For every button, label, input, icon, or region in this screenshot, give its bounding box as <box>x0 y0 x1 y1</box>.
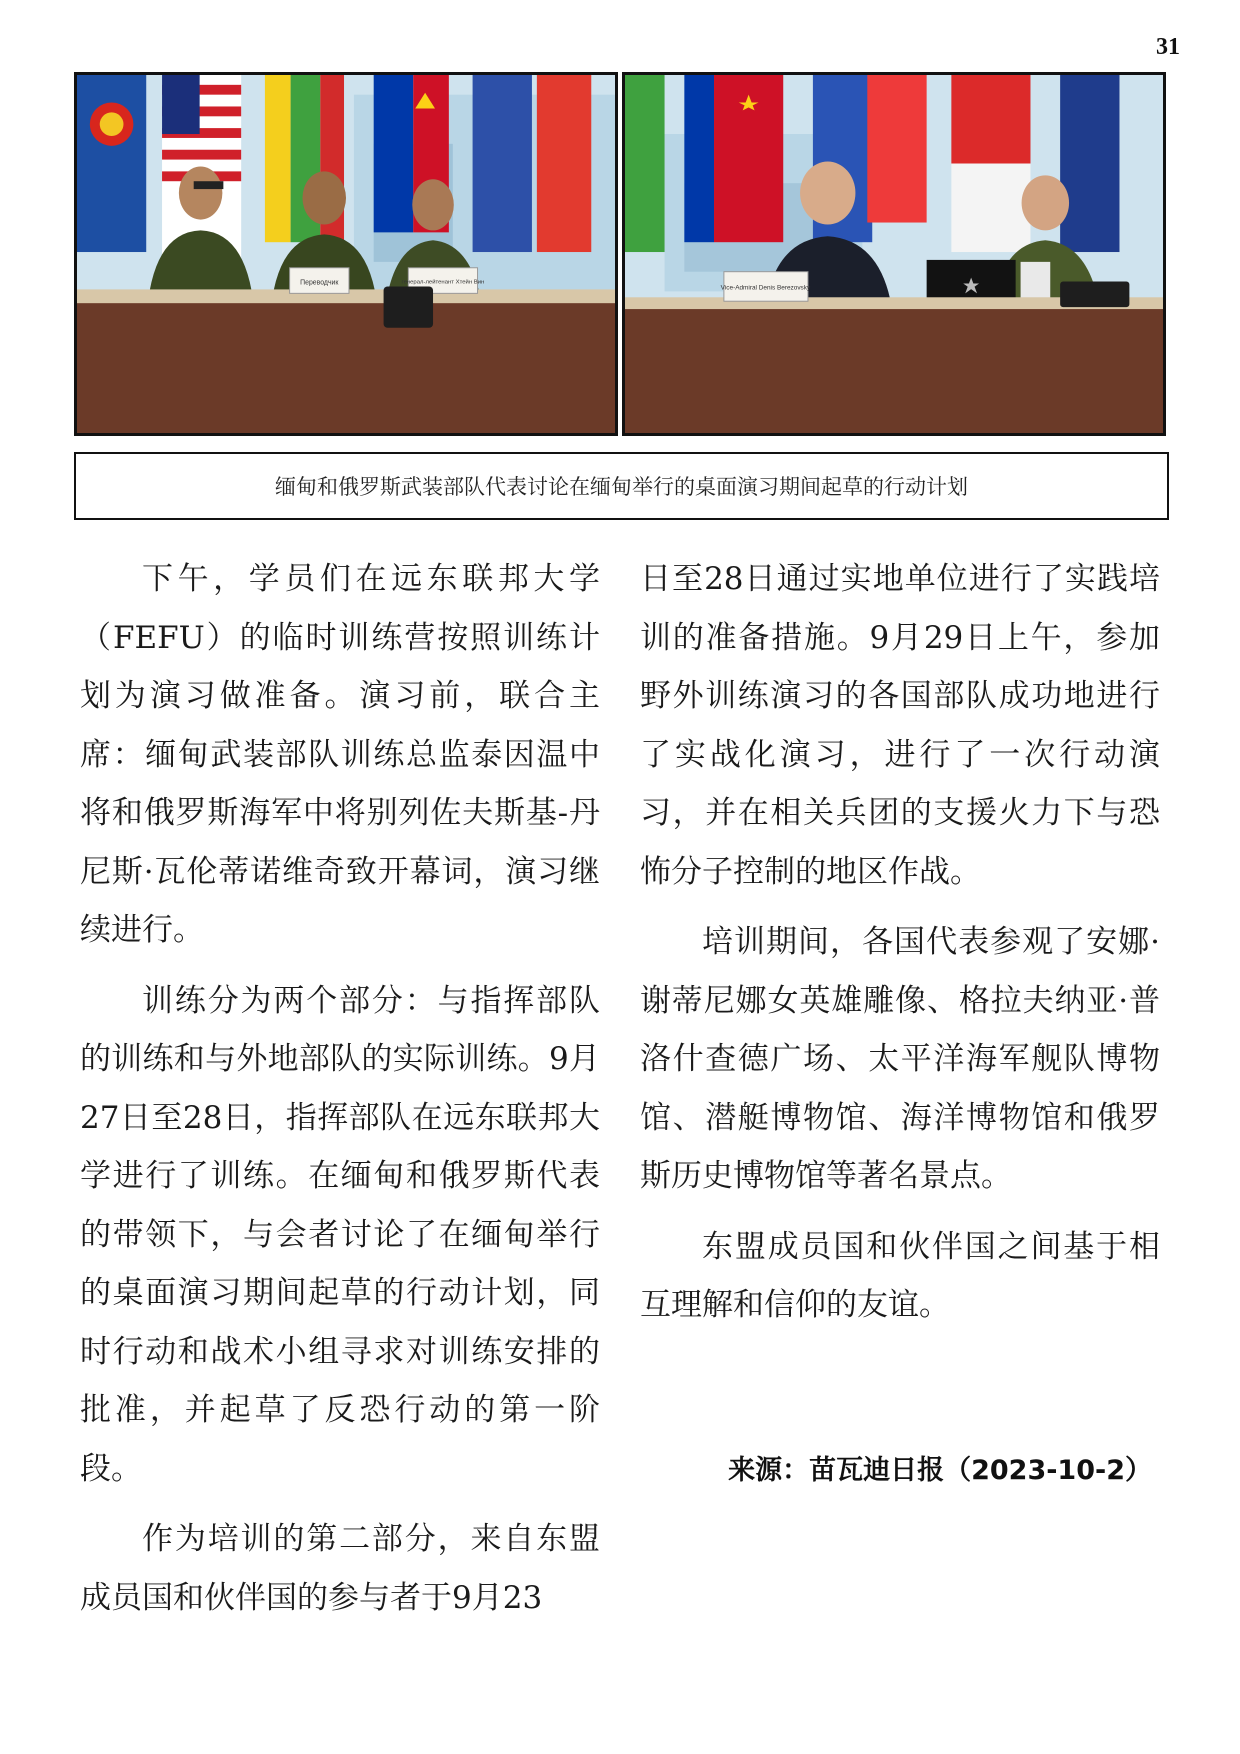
meeting-photo-russia-illustration <box>625 75 1163 433</box>
name-placard-1-text: Переводчик <box>300 279 339 287</box>
article-left-column <box>80 550 600 1639</box>
photo-caption: 缅甸和俄罗斯武装部队代表讨论在缅甸举行的桌面演习期间起草的行动计划 <box>74 452 1169 520</box>
flag-left-edge <box>625 75 665 252</box>
meeting-photo-myanmar <box>74 72 618 436</box>
paragraph-training-parts: 训练分为两个部分：与指挥部队的训练和与外地部队的实际训练。9月27日至28日，指挥部队在远东联邦大学进行了训练。在缅甸和俄罗斯代表的带领下，与会者讨论了在缅甸举行的桌面演习期间起草的行动计划，同时行动和战术小组寻求对训练安排的批准，并起草了反恐行动的第一阶段。 <box>80 982 600 1487</box>
meeting-photo-russia <box>622 72 1166 436</box>
page-number: 31 <box>1156 34 1180 60</box>
meeting-photo-myanmar-illustration <box>77 75 615 433</box>
paragraph-second-part: 作为培训的第二部分，来自东盟成员国和伙伴国的参与者于9月23 <box>80 1521 600 1616</box>
indonesia-flag <box>951 75 1030 164</box>
article-source: 来源：苗瓦迪日报（2023-10-2） <box>728 1455 1152 1486</box>
myanmar-flag <box>265 75 291 242</box>
asean-flag <box>77 75 146 252</box>
conference-table <box>77 296 615 433</box>
name-placard-2-text: генерал-лейтенант Хтейн Вин <box>401 279 485 286</box>
article-right-column <box>640 550 1160 1347</box>
paragraph-visits: 培训期间，各国代表参观了安娜·谢蒂尼娜女英雄雕像、格拉夫纳亚·普洛什查德广场、太平洋海军舰队博物馆、潜艇博物馆、海洋博物馆和俄罗斯历史博物馆等著名景点。 <box>640 924 1160 1194</box>
name-placard-vice-admiral-text: Vice-Admiral Denis Berezovsky <box>720 284 811 292</box>
conference-table-2 <box>625 303 1163 433</box>
paragraph-afternoon: 下午，学员们在远东联邦大学（FEFU）的临时训练营按照训练计划为演习做准备。演习前，联合主席：缅甸武装部队训练总监泰因温中将和俄罗斯海军中将别列佐夫斯基-丹尼斯·瓦伦蒂诺维奇致开幕词，演习继续进行。 <box>80 561 600 948</box>
russia-flag <box>473 75 532 252</box>
paragraph-second-part-continued: 日至28日通过实地单位进行了实践培训的准备措施。9月29日上午，参加野外训练演习的各国部队成功地进行了实战化演习，进行了一次行动演习，并在相关兵团的支援火力下与恐怖分子控制的地区作战。 <box>640 561 1160 890</box>
paragraph-friendship: 东盟成员国和伙伴国之间基于相互理解和信仰的友谊。 <box>640 1228 1160 1323</box>
speaker-device <box>384 286 433 327</box>
philippines-flag <box>374 75 414 232</box>
